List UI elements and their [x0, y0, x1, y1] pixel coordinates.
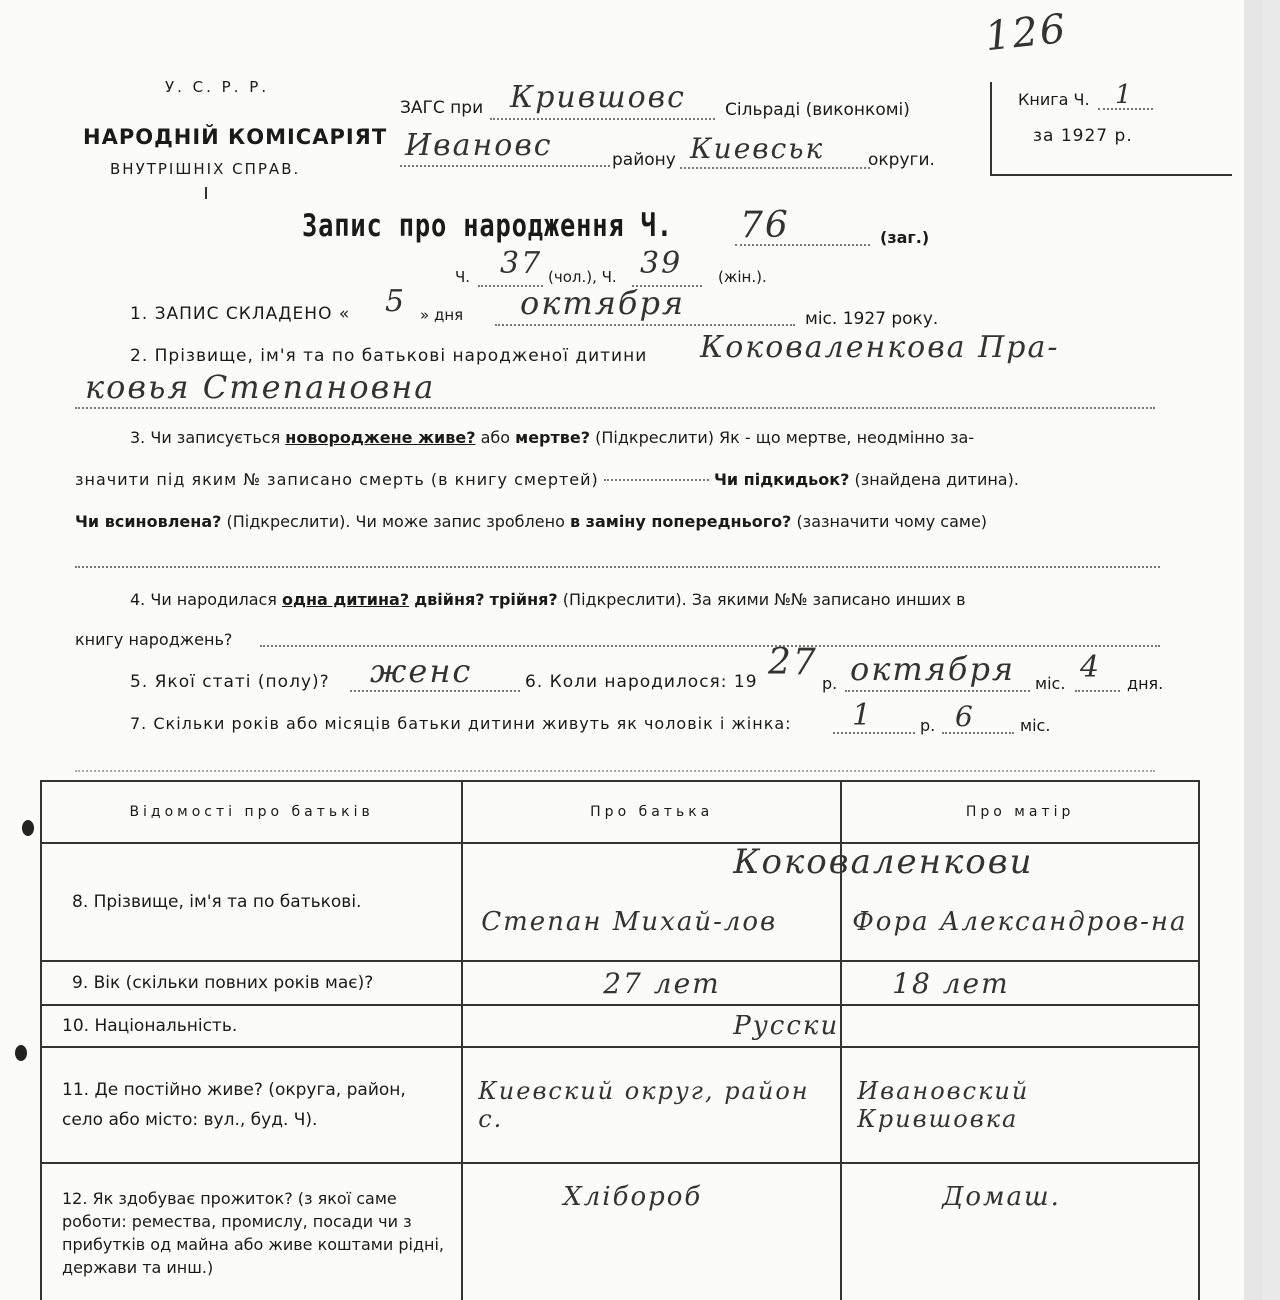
- item3-line2: [75, 470, 1165, 489]
- book-label: Книга Ч.: [1018, 90, 1090, 109]
- replacement-note: (зазначити чому саме): [796, 512, 988, 531]
- item3-prefix: 3. Чи записується: [130, 428, 281, 447]
- item3-line3: [75, 512, 1165, 531]
- father-value: 27 лет: [462, 961, 841, 1005]
- item2-label: 2. Прізвище, ім'я та по батькові народженої дитини: [130, 346, 648, 366]
- mother-value: [841, 1005, 1199, 1047]
- item6-year: 27: [768, 642, 818, 683]
- male-count-suffix: (чол.), Ч.: [548, 268, 617, 286]
- item7-extra-line: [75, 770, 1155, 772]
- item1-month-line: [495, 324, 795, 326]
- option-adopted[interactable]: Чи всиновлена?: [75, 512, 222, 531]
- punch-hole: [15, 1045, 27, 1061]
- table-row: [41, 1047, 1199, 1163]
- item3-line3-text: (Підкреслити). Чи може запис зроблено: [226, 512, 565, 531]
- item2-value-line2: ковья Степановна: [85, 368, 436, 406]
- table-row: [41, 843, 1199, 961]
- mother-value: Фора Александров-на: [841, 843, 1199, 961]
- okrug-value: Киевськ: [690, 132, 825, 165]
- paper-edge: [1244, 0, 1262, 1300]
- zags-label: ЗАГС при: [400, 98, 484, 118]
- zags-value: Крившовс: [510, 80, 686, 115]
- item6-label: 6. Коли народилося: 19: [525, 672, 758, 692]
- item3-reason-line: [75, 566, 1160, 568]
- ministry-subtitle: ВНУТРІШНІХ СПРАВ.: [110, 160, 301, 178]
- item6-year-suffix: р.: [822, 674, 838, 693]
- father-value: Хлібороб: [462, 1163, 841, 1300]
- archive-number: 126: [982, 5, 1070, 61]
- record-number: 76: [740, 205, 790, 246]
- row-label: 10. Національність.: [41, 1005, 462, 1047]
- item2-value-line1: Коковаленкова Пра-: [700, 330, 1060, 365]
- okrug-line: [680, 167, 870, 169]
- shared-surname: Коковаленкови: [733, 842, 1034, 882]
- item6-month-suffix: міс.: [1035, 674, 1066, 693]
- father-value: Коковаленкови Степан Михай-лов: [462, 843, 841, 961]
- punch-hole: [22, 820, 34, 836]
- district-line: [400, 165, 610, 167]
- mother-value: Ивановский Крившовка: [841, 1047, 1199, 1163]
- option-twins[interactable]: двійня?: [414, 590, 485, 609]
- council-label: Сільраді (виконкомі): [725, 100, 910, 120]
- row-label: 8. Прізвище, ім'я та по батькові.: [41, 843, 462, 961]
- table-row: [41, 1005, 1199, 1047]
- column-header-info: Відомості про батьків: [41, 781, 462, 843]
- option-replacement[interactable]: в заміну попереднього?: [569, 512, 792, 531]
- option-dead[interactable]: мертве?: [515, 428, 591, 447]
- item4-note: (Підкреслити). За якими №№ записано инших в: [562, 590, 966, 609]
- book-year: за 1927 р.: [1033, 126, 1133, 146]
- item6-month-line: [845, 690, 1030, 692]
- death-record-line: [604, 479, 709, 481]
- option-newborn-alive[interactable]: новороджене живе?: [285, 428, 476, 447]
- item7-years-line: [833, 732, 915, 734]
- male-count-value: 37: [500, 246, 543, 281]
- item1-month: октября: [520, 284, 686, 322]
- district-value: Ивановс: [405, 128, 553, 163]
- item3-death-record-label: значити під яким № записано смерть (в книгу смертей): [75, 470, 599, 489]
- item7-months-line: [942, 732, 1014, 734]
- item1-year: міс. 1927 року.: [805, 309, 939, 329]
- column-header-father: Про батька: [462, 781, 841, 843]
- item7-years: 1: [852, 698, 874, 733]
- item4-numbers-line: [260, 645, 1160, 647]
- foundling-note: (знайдена дитина).: [854, 470, 1019, 489]
- parents-table: [40, 780, 1200, 1300]
- item5-sex-value: женс: [370, 652, 473, 690]
- district-label: району: [612, 150, 676, 170]
- item1-day-suffix: » дня: [420, 306, 464, 324]
- item5-line: [350, 690, 520, 692]
- ministry-name: НАРОДНІЙ КОМІСАРІЯТ: [83, 125, 388, 149]
- father-value: Киевский округ, район с.: [462, 1047, 841, 1163]
- table-header-row: [41, 781, 1199, 843]
- item3-or: або: [480, 428, 511, 447]
- item2-line: [75, 407, 1155, 409]
- record-title: Запис про народження Ч.: [302, 208, 673, 244]
- table-row: [41, 961, 1199, 1005]
- item6-month: октября: [850, 650, 1016, 688]
- total-label: (заг.): [880, 228, 930, 247]
- option-foundling[interactable]: Чи підкидьок?: [713, 470, 850, 489]
- item1-label: 1. ЗАПИС СКЛАДЕНО «: [130, 304, 351, 324]
- option-triplets[interactable]: трійня?: [489, 590, 558, 609]
- option-single-child[interactable]: одна дитина?: [282, 590, 410, 609]
- book-value: 1: [1115, 80, 1134, 110]
- father-value: Русски: [462, 1005, 841, 1047]
- row-label: 12. Як здобуває прожиток? (з якої саме роботи: ремества, промислу, посади чи з прибутків од майна або живе коштами рідні, держави та инш.): [41, 1163, 462, 1300]
- item3-line1: [130, 428, 1160, 447]
- column-header-mother: Про матір: [841, 781, 1199, 843]
- item5-label: 5. Якої статі (полу)?: [130, 672, 330, 692]
- item7-label: 7. Скільки років або місяців батьки дитини живуть як чоловік і жінка:: [130, 714, 792, 733]
- item3-note: (Підкреслити) Як - що мертве, неодмінно за-: [595, 428, 975, 447]
- table-row: [41, 1163, 1199, 1300]
- zags-line: [490, 118, 715, 120]
- row-label: 9. Вік (скільки повних років має)?: [41, 961, 462, 1005]
- mother-value: 18 лет: [841, 961, 1199, 1005]
- row-label: 11. Де постійно живе? (округа, район, село або місто: вул., буд. Ч).: [41, 1047, 462, 1163]
- item1-day: 5: [385, 284, 407, 319]
- female-count-suffix: (жін.).: [718, 268, 767, 286]
- item7-months: 6: [955, 700, 975, 733]
- item4-line2: книгу народжень?: [75, 630, 233, 649]
- item6-day: 4: [1080, 650, 1102, 685]
- item6-day-line: [1075, 690, 1120, 692]
- item6-day-suffix: дня.: [1127, 674, 1164, 693]
- item4-prefix: 4. Чи народилася: [130, 590, 277, 609]
- republic-label: У. С. Р. Р.: [165, 78, 270, 96]
- okrug-label: округи.: [868, 150, 935, 170]
- item7-years-suffix: р.: [920, 716, 936, 735]
- header-divider: [205, 187, 207, 199]
- female-count-value: 39: [640, 246, 683, 281]
- mother-value: Домаш.: [841, 1163, 1199, 1300]
- item4-line1: [130, 590, 966, 609]
- item7-months-suffix: міс.: [1020, 716, 1051, 735]
- male-count-label: Ч.: [455, 268, 471, 286]
